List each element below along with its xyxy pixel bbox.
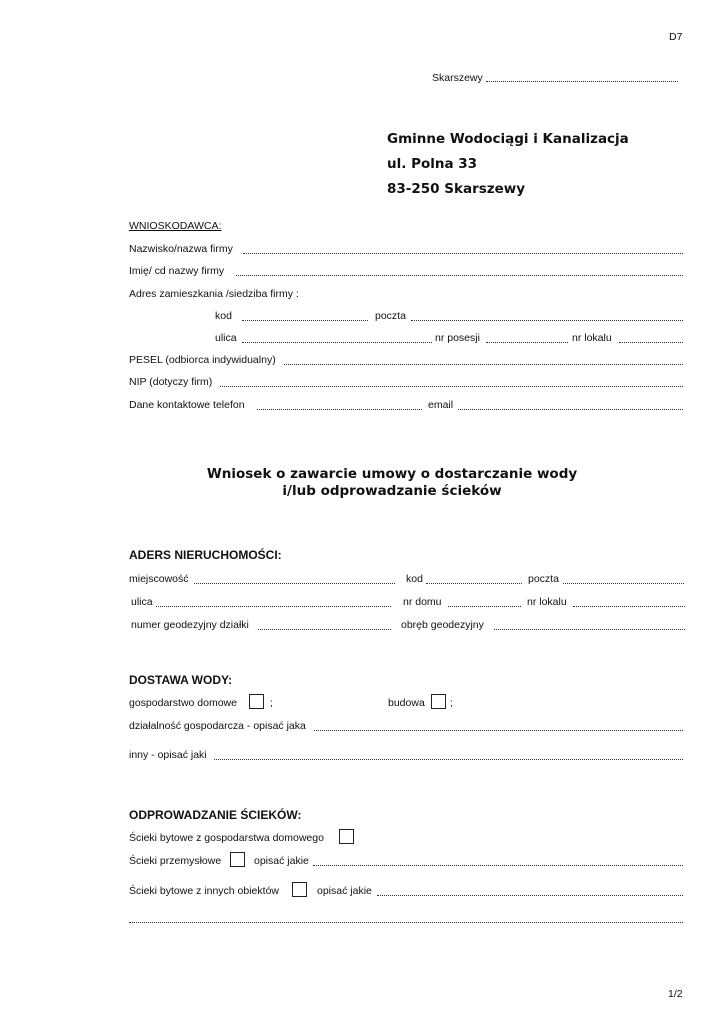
- property-street-field[interactable]: [156, 605, 391, 607]
- phone-field[interactable]: [257, 408, 422, 410]
- email-label: email: [428, 399, 454, 411]
- house-no-label: nr posesji: [435, 332, 480, 344]
- water-supply-heading: DOSTAWA WODY:: [129, 673, 233, 687]
- construction-checkbox[interactable]: [431, 694, 446, 709]
- property-post-office-label: poczta: [528, 573, 559, 585]
- applicant-heading: WNIOSKODAWCA:: [129, 220, 222, 232]
- document-title-line1: Wniosek o zawarcie umowy o dostarczanie wody: [206, 466, 578, 482]
- town-field[interactable]: [194, 582, 395, 584]
- precinct-field[interactable]: [494, 628, 685, 630]
- address-label: Adres zamieszkania /siedziba firmy :: [129, 288, 299, 300]
- construction-semicolon: ;: [450, 697, 453, 709]
- nip-field[interactable]: [220, 385, 683, 387]
- pesel-label: PESEL (odbiorca indywidualny): [129, 354, 276, 366]
- industrial-describe-label: opisać jakie: [254, 855, 309, 867]
- postcode-field[interactable]: [242, 319, 368, 321]
- street-field[interactable]: [242, 341, 432, 343]
- pesel-field[interactable]: [284, 363, 683, 365]
- sewage-household-label: Ścieki bytowe z gospodarstwa domowego: [129, 832, 324, 844]
- house-no-field[interactable]: [486, 341, 568, 343]
- property-flat-no-label: nr lokalu: [527, 596, 567, 608]
- flat-no-field[interactable]: [619, 341, 683, 343]
- sewage-other-describe-field[interactable]: [377, 894, 683, 896]
- page-code: D7: [669, 31, 683, 43]
- name-label: Nazwisko/nazwa firmy: [129, 243, 233, 255]
- property-house-no-label: nr domu: [403, 596, 442, 608]
- other-label: inny - opisać jaki: [129, 749, 207, 761]
- industrial-describe-field[interactable]: [313, 864, 683, 866]
- phone-label: Dane kontaktowe telefon: [129, 399, 245, 411]
- document-title-line2: i/lub odprowadzanie ścieków: [282, 483, 502, 499]
- post-office-field[interactable]: [411, 319, 683, 321]
- property-flat-no-field[interactable]: [573, 605, 685, 607]
- business-field[interactable]: [314, 729, 683, 731]
- email-field[interactable]: [458, 408, 683, 410]
- property-house-no-field[interactable]: [448, 605, 521, 607]
- postcode-label: kod: [215, 310, 232, 322]
- sewage-heading: ODPROWADZANIE ŚCIEKÓW:: [129, 808, 302, 822]
- other-field[interactable]: [214, 758, 683, 760]
- business-label: działalność gospodarcza - opisać jaka: [129, 720, 306, 732]
- id-field[interactable]: [236, 274, 683, 276]
- extra-notes-field[interactable]: [129, 921, 683, 923]
- sewage-other-checkbox[interactable]: [292, 882, 307, 897]
- id-label: Imię/ cd nazwy firmy: [129, 265, 225, 277]
- sewage-household-checkbox[interactable]: [339, 829, 354, 844]
- construction-label: budowa: [388, 697, 425, 709]
- household-checkbox[interactable]: [249, 694, 264, 709]
- property-street-label: ulica: [131, 596, 153, 608]
- industrial-checkbox[interactable]: [230, 852, 245, 867]
- household-semicolon: ;: [270, 697, 273, 709]
- name-field[interactable]: [243, 252, 683, 254]
- post-office-label: poczta: [375, 310, 406, 322]
- date-field[interactable]: [486, 80, 678, 82]
- recipient-name: Gminne Wodociągi i Kanalizacja: [387, 131, 629, 147]
- sewage-other-describe-label: opisać jakie: [317, 885, 372, 897]
- household-label: gospodarstwo domowe: [129, 697, 237, 709]
- place-label: Skarszewy: [432, 72, 483, 84]
- recipient-city: 83-250 Skarszewy: [387, 181, 526, 197]
- property-postcode-field[interactable]: [426, 582, 522, 584]
- recipient-street: ul. Polna 33: [387, 156, 478, 172]
- nip-label: NIP (dotyczy firm): [129, 376, 213, 388]
- flat-no-label: nr lokalu: [572, 332, 612, 344]
- precinct-label: obręb geodezyjny: [401, 619, 484, 631]
- plot-field[interactable]: [258, 628, 391, 630]
- property-heading: ADERS NIERUCHOMOŚCI:: [129, 548, 282, 562]
- industrial-label: Ścieki przemysłowe: [129, 855, 222, 867]
- plot-label: numer geodezyjny działki: [131, 619, 249, 631]
- page-number: 1/2: [668, 988, 683, 1000]
- property-post-office-field[interactable]: [563, 582, 684, 584]
- property-postcode-label: kod: [406, 573, 423, 585]
- street-label: ulica: [215, 332, 237, 344]
- town-label: miejscowość: [129, 573, 189, 585]
- sewage-other-label: Ścieki bytowe z innych obiektów: [129, 885, 279, 897]
